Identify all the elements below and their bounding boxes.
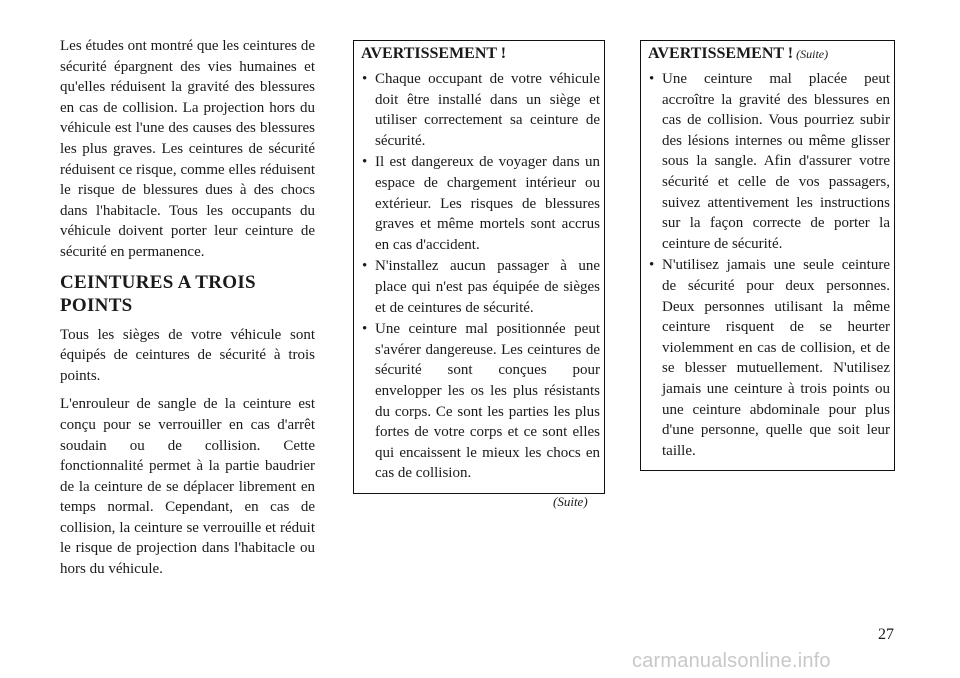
warning-item	[361, 152, 600, 255]
heading-suffix: (Suite)	[796, 47, 829, 61]
warning-item	[361, 69, 600, 151]
bullet: •	[362, 71, 368, 87]
left-text-column	[60, 36, 315, 588]
warning-list-continued	[648, 69, 890, 461]
warning-item-text: Une ceinture mal positionnée peut s'avérer dangereuse. Les ceintures de sécurité sont conçues pour envelopper les os les plus résistants du corps. Ce sont les parties les plus fortes de votre corps et ce sont elles qui encaissent le mieux les chocs en cas de collision.	[375, 321, 600, 482]
warning-heading: AVERTISSEMENT !	[361, 45, 507, 62]
bullet: •	[362, 321, 368, 338]
warning-heading-text: AVERTISSEMENT !	[648, 45, 794, 62]
intro-paragraph: Les études ont montré que les ceintures de sécurité épargnent des vies humaines et qu'elles réduisent la gravité des blessures en cas de collision. La projection hors du véhicule est l'une des causes des blessures les plus graves. Les ceintures de sécurité réduisent ce risque, comme elles réduisent le risque de blessures dues à des chocs dans l'habitacle. Tous les occupants du véhicule doivent porter leur ceinture de sécurité en permanence.	[60, 38, 315, 260]
watermark: carmanualsonline.info	[632, 650, 831, 672]
warning-item-text: N'installez aucun passager à une place qui n'est pas équipée de sièges et de ceintures de sécurité.	[375, 258, 600, 316]
warning-box	[353, 40, 605, 494]
section-title: CEINTURES A TROIS POINTS	[60, 271, 256, 316]
warning-item-text: Une ceinture mal placée peut accroître la gravité des blessures en cas de collision. Vous pourriez subir des lésions internes ou même glisser sous la sangle. Afin d'assurer votre sécurité et celle de vos passagers, suivez attentivement les instructions sur la façon correcte de porter la ceinture de sécurité.	[662, 71, 890, 252]
warning-box-continued	[640, 40, 895, 471]
warning-item	[648, 255, 890, 461]
warning-item-text: N'utilisez jamais une seule ceinture de sécurité pour deux personnes. Deux personnes utilisant la même ceinture risquent de se heurter violemment en cas de collision, et de se blesser mutuellement. N'utilisez jamais une ceinture à trois points ou une ceinture abdominale pour plus d'une personne, quelle que soit leur taille.	[662, 257, 890, 459]
warning-item	[361, 256, 600, 318]
bullet: •	[362, 258, 368, 275]
warning-list	[361, 69, 600, 484]
bullet: •	[649, 71, 655, 87]
right-column	[640, 40, 895, 471]
warning-item	[648, 69, 890, 254]
middle-column	[353, 40, 605, 494]
warning-item-text: Chaque occupant de votre véhicule doit être installé dans un siège et utiliser correctement sa ceinture de sécurité.	[375, 71, 600, 149]
warning-item	[361, 319, 600, 484]
warning-item-text: Il est dangereux de voyager dans un espace de chargement intérieur ou extérieur. Les risques de blessures graves et même mortels sont accrus en cas d'accident.	[375, 154, 600, 253]
bullet: •	[362, 154, 368, 171]
bullet: •	[649, 257, 655, 274]
continued-label: (Suite)	[553, 494, 588, 509]
warning-heading-continued	[648, 44, 890, 64]
seats-paragraph: Tous les sièges de votre véhicule sont équipés de ceintures de sécurité à trois points.	[60, 326, 315, 384]
page-number: 27	[878, 626, 894, 643]
retractor-paragraph: L'enrouleur de sangle de la ceinture est conçu pour se verrouiller en cas d'arrêt soudain ou de collision. Cette fonctionnalité permet à la partie baudrier de la ceinture de se déplacer librement en temps normal. Cependant, en cas de collision, la ceinture se verrouille et réduit le risque de projection dans l'habitacle ou hors du véhicule.	[60, 396, 315, 578]
